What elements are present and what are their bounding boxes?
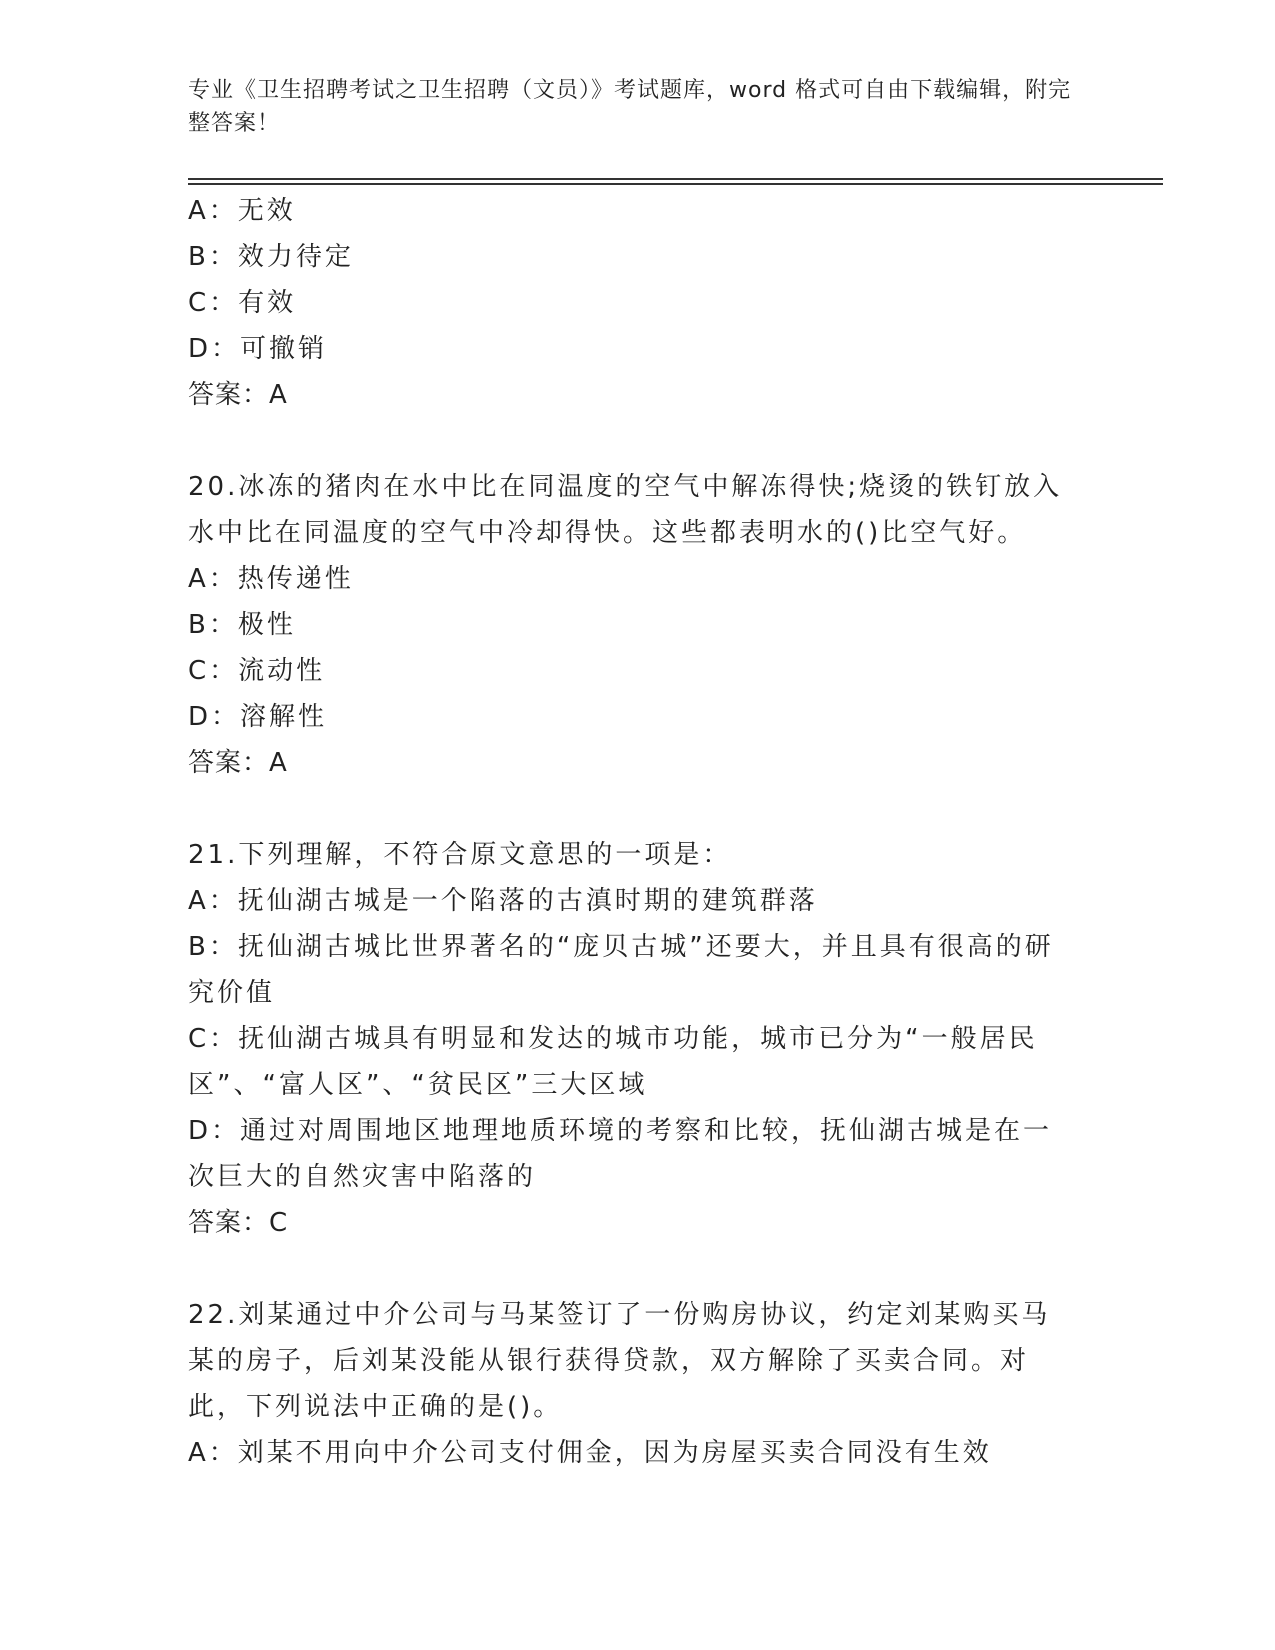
spacer [188, 1246, 1068, 1292]
question-stem: 21.下列理解，不符合原文意思的一项是： [188, 840, 732, 870]
question-stem: 22.刘某通过中介公司与马某签订了一份购房协议，约定刘某购买马某的房子，后刘某没能从银行获得贷款，双方解除了买卖合同。对此，下列说法中正确的是()。 [188, 1300, 1051, 1422]
option-b: B：效力待定 [188, 242, 354, 272]
question-content [188, 188, 1068, 1476]
option-d: D：可撤销 [188, 334, 328, 364]
option-a: A：抚仙湖古城是一个陷落的古滇时期的建筑群落 [188, 886, 818, 916]
option-c: C：抚仙湖古城具有明显和发达的城市功能，城市已分为“一般居民区”、“富人区”、“贫民区”三大区域 [188, 1024, 1038, 1100]
option-c: C：有效 [188, 288, 297, 318]
answer-label: 答案：A [188, 748, 288, 778]
document-header: 专业《卫生招聘考试之卫生招聘（文员）》考试题库，word 格式可自由下载编辑，附完整答案！ [188, 78, 1072, 136]
option-a: A：热传递性 [188, 564, 354, 594]
option-d: D：溶解性 [188, 702, 328, 732]
option-b: B：极性 [188, 610, 296, 640]
question-19 [188, 188, 1068, 418]
answer-label: 答案：C [188, 1208, 289, 1238]
question-20 [188, 464, 1068, 786]
option-a: A：无效 [188, 196, 296, 226]
header-divider-top [188, 178, 1163, 180]
answer-label: 答案：A [188, 380, 288, 410]
option-d: D：通过对周围地区地理地质环境的考察和比较，抚仙湖古城是在一次巨大的自然灾害中陷落的 [188, 1116, 1053, 1192]
question-22 [188, 1292, 1068, 1476]
spacer [188, 418, 1068, 464]
option-b: B：抚仙湖古城比世界著名的“庞贝古城”还要大，并且具有很高的研究价值 [188, 932, 1054, 1008]
header-divider-bottom [188, 183, 1163, 185]
option-c: C：流动性 [188, 656, 326, 686]
option-a: A：刘某不用向中介公司支付佣金，因为房屋买卖合同没有生效 [188, 1438, 992, 1468]
question-21 [188, 832, 1068, 1246]
question-stem: 20.冰冻的猪肉在水中比在同温度的空气中解冻得快;烧烫的铁钉放入水中比在同温度的空气中冷却得快。这些都表明水的()比空气好。 [188, 472, 1063, 548]
spacer [188, 786, 1068, 832]
